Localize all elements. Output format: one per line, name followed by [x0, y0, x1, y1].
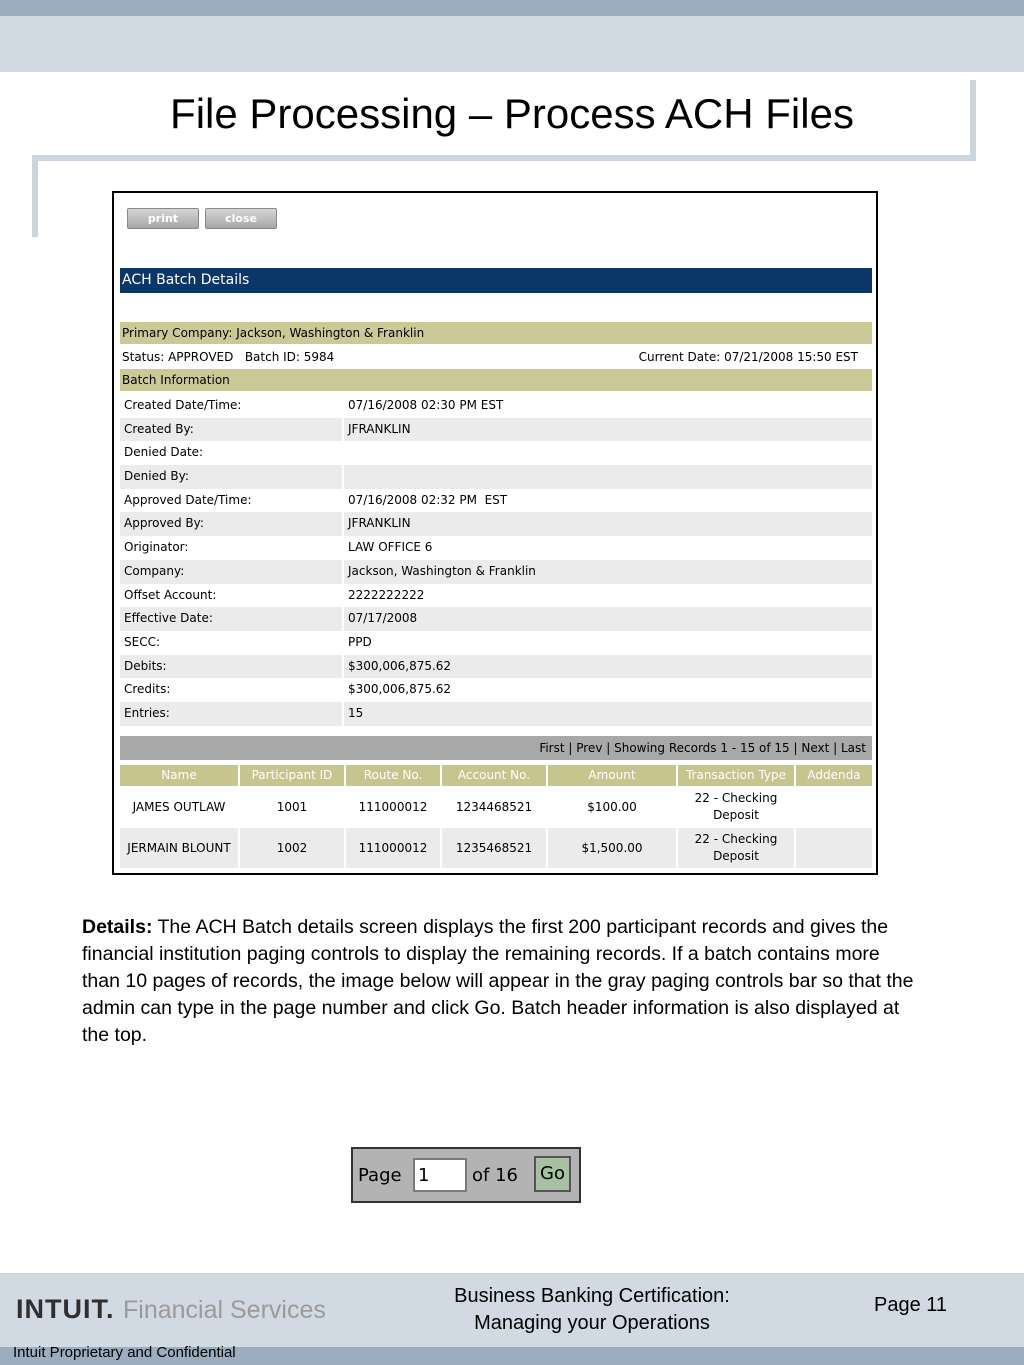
page-number-input[interactable]: [413, 1158, 467, 1192]
column-header-account-no[interactable]: Account No.: [442, 765, 548, 786]
info-value: JFRANKLIN: [348, 516, 411, 531]
status-row: [120, 347, 872, 367]
confidential-notice: Intuit Proprietary and Confidential: [13, 1344, 236, 1361]
column-header-name[interactable]: Name: [120, 765, 240, 786]
info-label: Company:: [120, 560, 344, 584]
column-header-addenda[interactable]: Addenda: [807, 768, 861, 782]
logo-brand: INTUIT.: [16, 1294, 115, 1324]
details-label: Details:: [82, 916, 153, 938]
info-label: Entries:: [120, 702, 344, 726]
cell-participant-id: 1001: [240, 787, 346, 827]
cell-transaction-type: 22 - Checking Deposit: [678, 787, 796, 827]
top-decor-strip: [0, 0, 1024, 16]
info-value: 07/16/2008 02:32 PM EST: [348, 492, 508, 507]
column-header-amount[interactable]: Amount: [548, 765, 678, 786]
info-row: [120, 678, 872, 702]
info-label: Effective Date:: [120, 607, 344, 631]
info-row: [120, 702, 872, 726]
course-line-2: Managing your Operations: [474, 1312, 710, 1334]
table-row[interactable]: [120, 828, 872, 868]
paging-controls-bar[interactable]: First | Prev | Showing Records 1 - 15 of 15 | Next | Last: [120, 736, 872, 760]
cell-addenda: [796, 787, 872, 827]
cell-amount: $1,500.00: [548, 828, 678, 868]
info-label: Created By:: [120, 418, 344, 442]
table-row[interactable]: [120, 787, 872, 827]
details-paragraph: [82, 914, 922, 1049]
column-header-participant-id[interactable]: Participant ID: [240, 765, 346, 786]
info-value: [344, 441, 872, 465]
cell-route-no: 111000012: [346, 828, 442, 868]
title-frame-left: [32, 155, 38, 237]
info-value: 15: [348, 705, 364, 720]
info-value: 07/16/2008 02:30 PM EST: [348, 398, 504, 412]
info-value: JFRANKLIN: [348, 421, 411, 436]
cell-name: JAMES OUTLAW: [120, 787, 240, 827]
go-button[interactable]: Go: [534, 1156, 571, 1192]
course-title: [392, 1283, 792, 1337]
info-value: 07/17/2008: [348, 611, 418, 626]
batch-status: Status: APPROVED Batch ID: 5984: [122, 350, 335, 364]
column-header-transaction-type[interactable]: Transaction Type: [678, 765, 796, 786]
info-row: [120, 441, 872, 465]
title-frame-bottom: [32, 155, 976, 161]
cell-addenda: [796, 828, 872, 868]
info-row: [120, 607, 872, 631]
current-date: Current Date: 07/21/2008 15:50 EST: [638, 350, 858, 364]
primary-company-bar: Primary Company: Jackson, Washington & Franklin: [120, 322, 872, 344]
info-row: [120, 512, 872, 536]
info-label: Denied By:: [120, 465, 344, 489]
close-button[interactable]: close: [205, 208, 277, 229]
intuit-logo: [16, 1294, 326, 1325]
ach-batch-details-header: ACH Batch Details: [120, 268, 872, 293]
batch-info-table: [120, 394, 872, 726]
cell-account-no: 1235468521: [442, 828, 548, 868]
details-text: The ACH Batch details screen displays the first 200 participant records and gives the financial institution paging controls to display the remaining records. If a batch contains more than 10 pages of records, the image below will appear in the gray paging controls bar so that the admin can type in the page number and click Go. Batch header information is also displayed at the top.: [82, 916, 914, 1046]
batch-information-bar: Batch Information: [120, 369, 872, 391]
cell-name: JERMAIN BLOUNT: [120, 828, 240, 868]
column-header-route-no[interactable]: Route No.: [346, 765, 442, 786]
info-label: Approved By:: [120, 512, 344, 536]
logo-sub: Financial Services: [123, 1296, 326, 1324]
print-button[interactable]: print: [127, 208, 199, 229]
cell-account-no: 1234468521: [442, 787, 548, 827]
info-row: [120, 394, 872, 418]
info-row: [120, 489, 872, 513]
info-label: Approved Date/Time:: [120, 489, 344, 513]
info-value: $300,006,875.62: [348, 658, 452, 673]
cell-transaction-type: 22 - Checking Deposit: [678, 828, 796, 868]
info-value: $300,006,875.62: [348, 682, 452, 697]
cell-amount: $100.00: [548, 787, 678, 827]
info-value: PPD: [348, 634, 372, 649]
info-value: Jackson, Washington & Franklin: [348, 563, 536, 578]
top-decor-band: [0, 16, 1024, 72]
info-label: Denied Date:: [120, 441, 344, 465]
info-value: [344, 465, 872, 489]
page-label: Page: [358, 1165, 402, 1186]
info-label: Debits:: [120, 655, 344, 679]
page-count-label: of 16: [472, 1165, 518, 1186]
page-jump-control: [351, 1147, 581, 1203]
course-line-1: Business Banking Certification:: [454, 1285, 730, 1307]
info-row: [120, 584, 872, 608]
info-row: [120, 465, 872, 489]
page-number: Page 11: [874, 1294, 948, 1316]
info-label: Created Date/Time:: [120, 394, 344, 418]
slide-title: File Processing – Process ACH Files: [170, 90, 854, 137]
info-row: [120, 418, 872, 442]
info-label: Originator:: [120, 536, 344, 560]
cell-route-no: 111000012: [346, 787, 442, 827]
info-value: 2222222222: [348, 587, 425, 602]
info-value: LAW OFFICE 6: [348, 540, 433, 555]
info-row: [120, 655, 872, 679]
ach-batch-details-screenshot: [112, 191, 878, 875]
info-label: Credits:: [120, 678, 344, 702]
info-row: [120, 631, 872, 655]
info-row: [120, 536, 872, 560]
cell-participant-id: 1002: [240, 828, 346, 868]
info-label: Offset Account:: [120, 584, 344, 608]
info-row: [120, 560, 872, 584]
info-label: SECC:: [120, 631, 344, 655]
participant-table-header: [120, 765, 872, 786]
